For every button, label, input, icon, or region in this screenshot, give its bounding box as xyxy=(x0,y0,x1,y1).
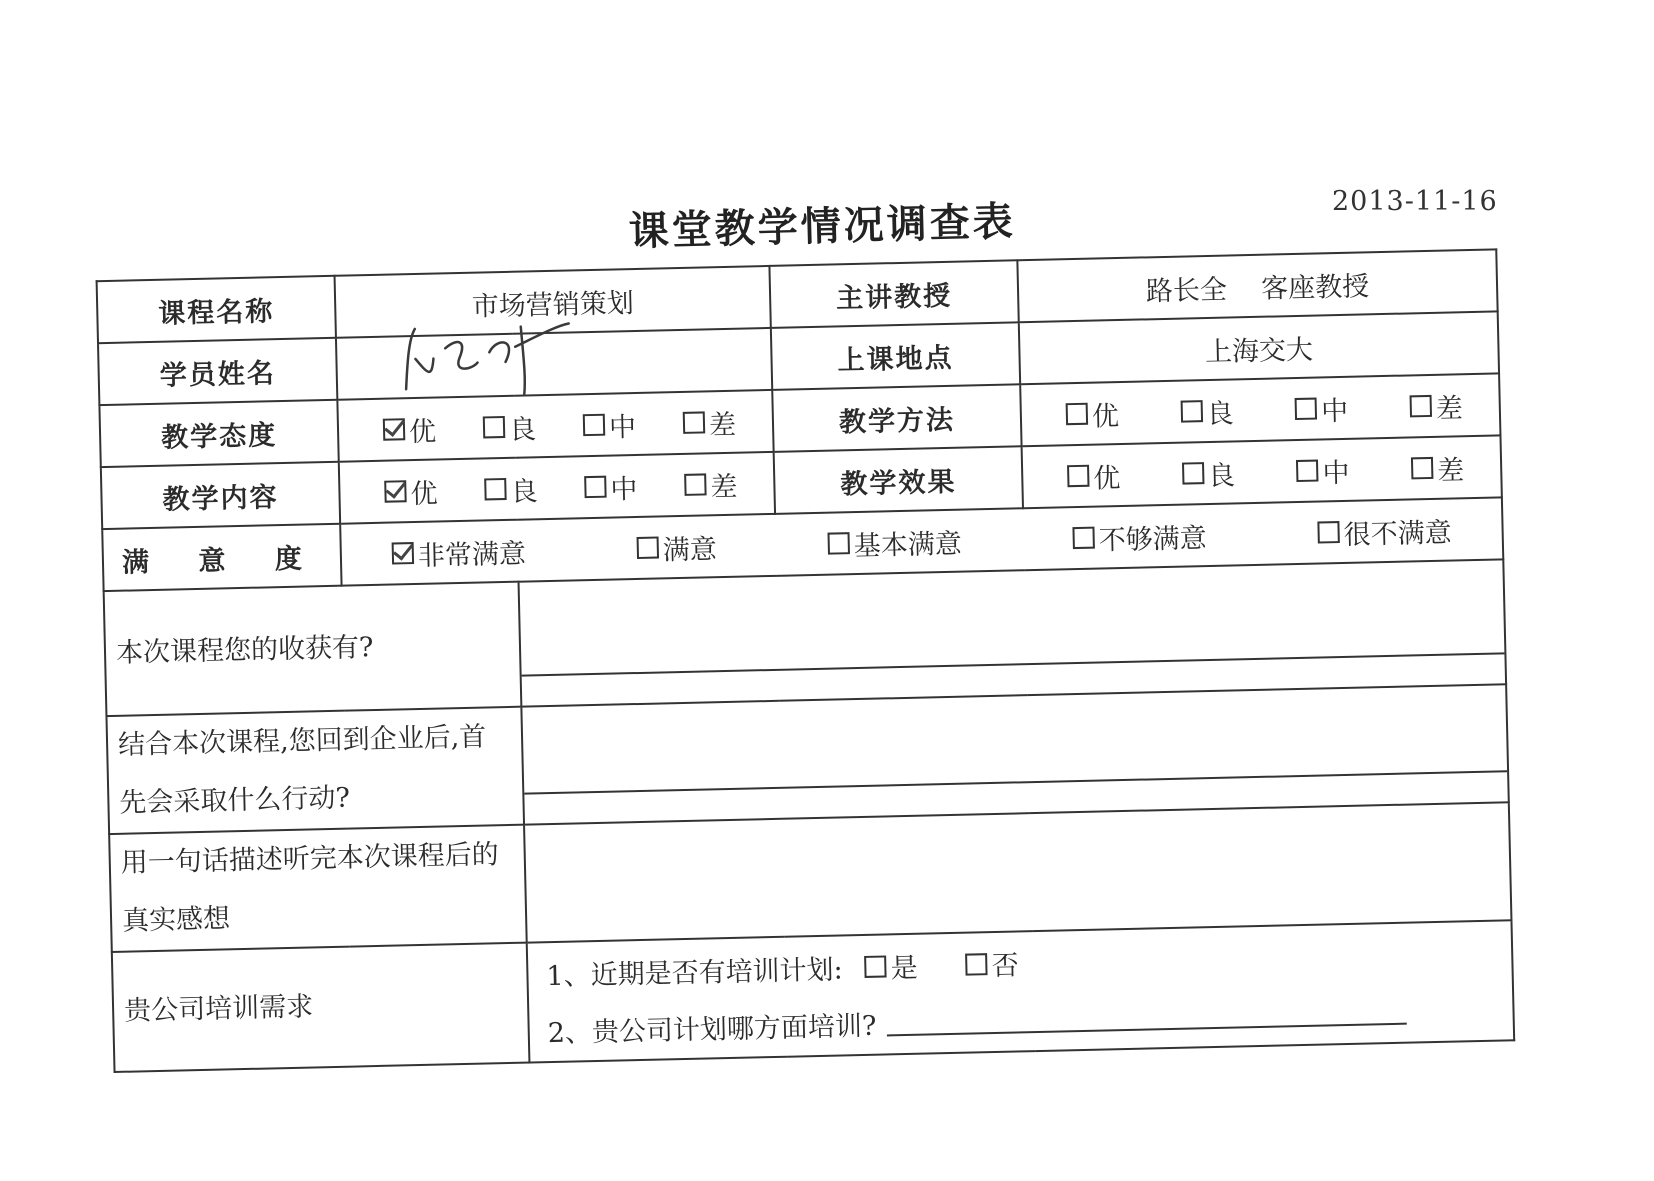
method-option-excellent[interactable]: 优 xyxy=(1065,394,1119,434)
lecturer-label: 主讲教授 xyxy=(769,260,1018,328)
satisfaction-option-not-enough[interactable]: 不够满意 xyxy=(1072,516,1207,558)
form-date: 2013-11-16 xyxy=(1332,186,1498,217)
checkbox[interactable] xyxy=(683,411,705,433)
method-option-medium[interactable]: 中 xyxy=(1295,388,1349,428)
attitude-options xyxy=(337,390,773,462)
student-label: 学员姓名 xyxy=(98,338,337,405)
content-options xyxy=(339,452,775,524)
course-value[interactable]: 市场营销策划 xyxy=(335,266,771,338)
checkbox-checked[interactable] xyxy=(392,542,414,564)
action-question: 结合本次课程,您回到企业后,首先会采取什么行动? xyxy=(106,707,524,834)
checkbox[interactable] xyxy=(965,953,987,975)
checkbox[interactable] xyxy=(583,414,605,436)
training-plan-line xyxy=(538,932,1502,993)
checkbox[interactable] xyxy=(584,476,606,498)
satisfaction-option-satisfied[interactable]: 满意 xyxy=(636,527,717,568)
survey-table xyxy=(96,248,1516,1073)
method-option-good[interactable]: 良 xyxy=(1180,391,1234,431)
feeling-question: 用一句话描述听完本次课程后的真实感想 xyxy=(109,825,527,952)
checkbox[interactable] xyxy=(1180,400,1202,422)
location-value[interactable]: 上海交大 xyxy=(1019,311,1499,384)
lecturer-value[interactable]: 路长全 客座教授 xyxy=(1017,249,1497,322)
effect-options xyxy=(1022,435,1502,508)
checkbox[interactable] xyxy=(1409,395,1431,417)
training-answer xyxy=(527,920,1514,1062)
checkbox[interactable] xyxy=(1066,403,1088,425)
training-question: 贵公司培训需求 xyxy=(112,943,530,1072)
gain-question: 本次课程您的收获有? xyxy=(104,582,522,716)
training-area-input[interactable] xyxy=(886,998,1406,1036)
checkbox[interactable] xyxy=(1067,465,1089,487)
satisfaction-option-very-satisfied[interactable]: 非常满意 xyxy=(391,531,526,573)
feeling-answer[interactable] xyxy=(524,802,1511,942)
training-plan-question: 1、近期是否有培训计划: xyxy=(546,954,844,993)
training-area-question: 2、贵公司计划哪方面培训? xyxy=(547,1010,877,1050)
checkbox[interactable] xyxy=(1296,460,1318,482)
checkbox[interactable] xyxy=(1317,521,1339,543)
effect-label: 教学效果 xyxy=(774,446,1023,514)
checkbox[interactable] xyxy=(637,537,659,559)
checkbox[interactable] xyxy=(827,532,849,554)
checkbox-checked[interactable] xyxy=(383,418,405,440)
effect-option-good[interactable]: 良 xyxy=(1181,453,1235,493)
checkbox[interactable] xyxy=(484,478,506,500)
effect-option-poor[interactable]: 差 xyxy=(1411,448,1465,488)
attitude-option-good[interactable]: 良 xyxy=(483,407,537,447)
student-signature xyxy=(397,315,599,400)
satisfaction-option-basic[interactable]: 基本满意 xyxy=(827,521,962,563)
training-plan-yes[interactable]: 是 xyxy=(864,946,918,986)
effect-option-medium[interactable]: 中 xyxy=(1296,450,1350,490)
method-options xyxy=(1020,373,1500,446)
training-plan-no[interactable]: 否 xyxy=(965,943,1019,983)
checkbox[interactable] xyxy=(1411,457,1433,479)
checkbox[interactable] xyxy=(1072,527,1094,549)
attitude-option-excellent[interactable]: 优 xyxy=(383,409,437,449)
training-area-line xyxy=(539,989,1503,1050)
content-option-excellent[interactable]: 优 xyxy=(384,471,438,511)
checkbox[interactable] xyxy=(483,416,505,438)
attitude-option-poor[interactable]: 差 xyxy=(683,402,737,442)
content-option-poor[interactable]: 差 xyxy=(684,464,738,504)
attitude-option-medium[interactable]: 中 xyxy=(583,404,637,444)
attitude-label: 教学态度 xyxy=(99,400,338,467)
action-answer[interactable] xyxy=(521,684,1508,824)
method-option-poor[interactable]: 差 xyxy=(1409,386,1463,426)
content-option-good[interactable]: 良 xyxy=(484,469,538,509)
checkbox[interactable] xyxy=(1295,398,1317,420)
course-label: 课程名称 xyxy=(97,276,336,343)
effect-option-excellent[interactable]: 优 xyxy=(1067,456,1121,496)
content-label: 教学内容 xyxy=(101,462,340,529)
checkbox[interactable] xyxy=(1182,462,1204,484)
checkbox[interactable] xyxy=(864,955,886,977)
method-label: 教学方法 xyxy=(772,384,1021,452)
satisfaction-label: 满 意 度 xyxy=(102,524,341,591)
student-value[interactable] xyxy=(336,328,772,400)
form-title: 课堂教学情况调查表 xyxy=(628,198,1017,255)
content-option-medium[interactable]: 中 xyxy=(584,466,638,506)
satisfaction-option-very-unsatisfied[interactable]: 很不满意 xyxy=(1317,510,1452,552)
location-label: 上课地点 xyxy=(771,322,1020,390)
gain-answer[interactable] xyxy=(519,559,1507,706)
survey-form xyxy=(96,248,1514,1092)
checkbox-checked[interactable] xyxy=(384,480,406,502)
checkbox[interactable] xyxy=(684,473,706,495)
